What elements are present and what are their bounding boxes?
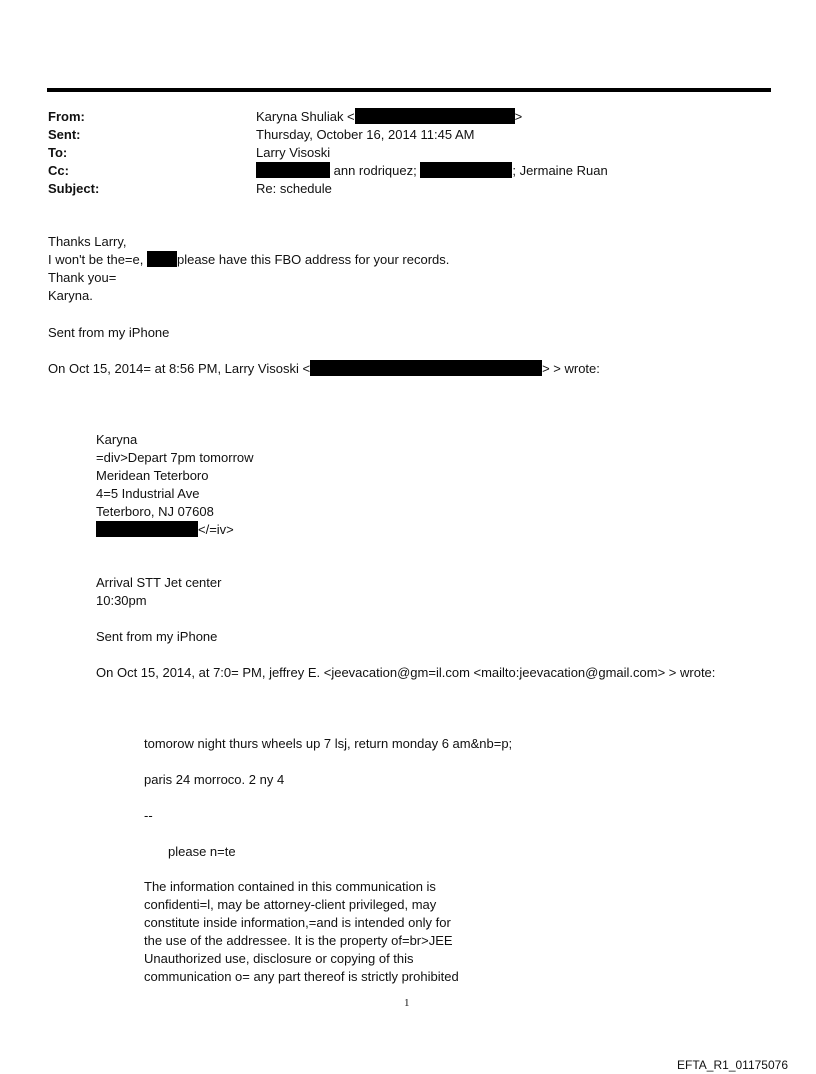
redaction-box xyxy=(310,360,542,376)
reply-line: I won't be the=e, please have this FBO address for your records. xyxy=(48,252,450,267)
quote-header-jeffrey: On Oct 15, 2014, at 7:0= PM, jeffrey E. <jeevacation@gm=il.com <mailto:jeevacation@gmail.com> > wrote: xyxy=(96,665,716,680)
reply-signature: Sent from my iPhone xyxy=(48,325,170,340)
document-id: EFTA_R1_01175076 xyxy=(677,1058,788,1072)
to-label: To: xyxy=(48,145,68,160)
jeffrey-line: paris 24 morroco. 2 ny 4 xyxy=(144,772,285,787)
reply-body xyxy=(48,233,449,305)
subject-value: Re: schedule xyxy=(256,181,332,196)
disclaimer-heading: please n=te xyxy=(168,844,236,859)
sent-row xyxy=(48,126,748,144)
arrival-info: Arrival STT Jet center 10:30pm xyxy=(96,575,222,608)
to-value: Larry Visoski xyxy=(256,145,331,160)
reply-line: Thanks Larry, xyxy=(48,234,127,249)
from-row xyxy=(48,108,748,126)
from-name: Karyna Shuliak < xyxy=(256,109,355,124)
disclaimer-text: The information contained in this communication is confidenti=l, may be attorney-client privileged, may constitute inside information,=and is intended only for the use of the addressee. It is the property of=br>JEE Unauthorized use, disclosure or copying of this communication o= any part thereof is strictly prohibited xyxy=(144,879,459,984)
larry-signature: Sent from my iPhone xyxy=(96,629,218,644)
page-number: 1 xyxy=(404,997,410,1009)
cc-part2: ; Jermaine Ruan xyxy=(512,163,608,178)
larry-message: Karyna =div>Depart 7pm tomorrow Meridean Teterboro 4=5 Industrial Ave Teterboro, NJ 07608 </=iv> xyxy=(96,432,254,537)
to-row xyxy=(48,144,748,162)
cc-part1: ann rodriquez; xyxy=(330,163,421,178)
header-rule xyxy=(47,88,771,92)
redaction-box xyxy=(420,162,512,178)
redaction-box xyxy=(147,251,177,267)
from-end: > xyxy=(514,109,523,124)
subject-row xyxy=(48,180,748,198)
redaction-box xyxy=(355,108,515,124)
redaction-box xyxy=(96,521,198,537)
email-header xyxy=(48,108,748,198)
reply-line: Thank you= xyxy=(48,270,117,285)
sent-value: Thursday, October 16, 2014 11:45 AM xyxy=(256,127,475,142)
jeffrey-line: tomorow night thurs wheels up 7 lsj, return monday 6 am&nb=p; xyxy=(144,736,513,751)
cc-row xyxy=(48,162,748,180)
subject-label: Subject: xyxy=(48,181,100,196)
redaction-box xyxy=(256,162,330,178)
reply-line: Karyna. xyxy=(48,288,93,303)
sent-label: Sent: xyxy=(48,127,81,142)
cc-label: Cc: xyxy=(48,163,69,178)
quote-header-larry: On Oct 15, 2014= at 8:56 PM, Larry Visoski < > > wrote: xyxy=(48,361,600,376)
jeffrey-line: -- xyxy=(144,808,153,823)
from-label: From: xyxy=(48,109,85,124)
